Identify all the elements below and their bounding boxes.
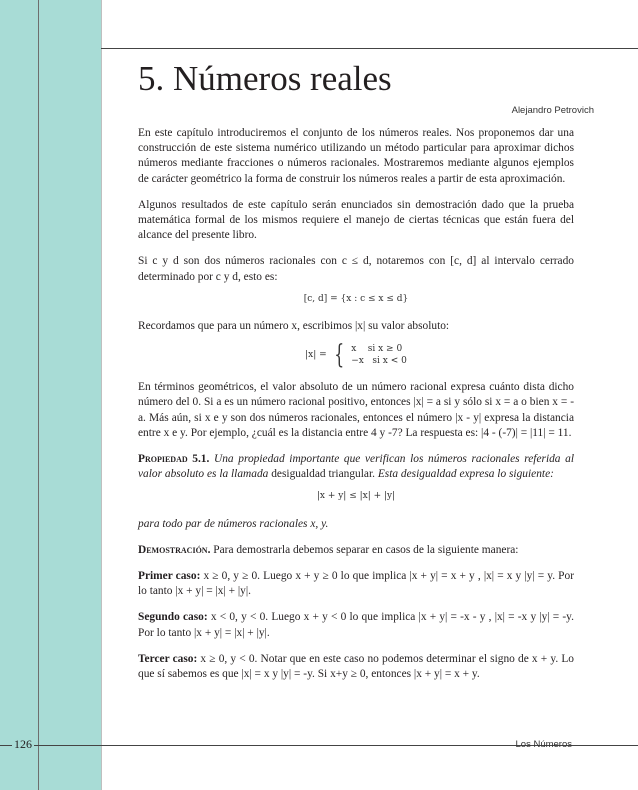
case-3-label: Tercer caso: <box>138 652 198 665</box>
interval-paragraph: Si c y d son dos números racionales con c ≤ d, notaremos con [c, d] al intervalo cerrado determinado por c y d, esto es: <box>138 255 574 283</box>
header-rule <box>101 48 638 49</box>
proof-paragraph <box>138 543 574 558</box>
brace-symbol: { <box>333 340 344 371</box>
abs-case-negative: −x si x < 0 <box>351 356 407 367</box>
footer-section-title: Los Números <box>515 739 572 750</box>
case-2-paragraph <box>138 610 574 640</box>
case-3-paragraph <box>138 652 574 682</box>
intro-paragraph: En este capítulo introduciremos el conjunto de los números reales. Nos proponemos dar una construcción de este sistema numérico utilizando un método particular para aproximar dichos números mediante fracciones o números racionales. Mostraremos mediante algunos ejemplos de carácter geométrico la forma de construir los números reales a partir de esta aproximación. <box>138 127 574 185</box>
abs-lhs: |x| = <box>305 349 327 360</box>
author-name: Alejandro Petrovich <box>511 105 594 116</box>
proof-text: Para demostrarla debemos separar en casos de la siguiente manera: <box>210 543 519 556</box>
for-all-line <box>138 517 574 532</box>
case-1-label: Primer caso: <box>138 570 201 583</box>
page-content <box>138 126 574 693</box>
margin-band <box>0 0 101 790</box>
triangle-inequality-formula: |x + y| ≤ |x| + |y| <box>316 491 396 502</box>
text-column-line <box>101 0 102 790</box>
case-2-text: x < 0, y < 0. Luego x + y < 0 lo que implica |x + y| = -x - y , |x| = -x y |y| = -y. Por lo tanto |x + y| = |x| + |y|. <box>138 611 574 639</box>
abs-intro-paragraph: Recordamos que para un número x, escribimos |x| su valor absoluto: <box>138 320 450 333</box>
property-text-3: Esta desigualdad expresa lo siguiente: <box>374 468 554 481</box>
property-paragraph <box>138 452 574 482</box>
case-1-text: x ≥ 0, y ≥ 0. Luego x + y ≥ 0 lo que implica |x + y| = x + y , |x| = x y |y| = y. Por lo tanto |x + y| = |x| + |y|. <box>138 570 574 598</box>
case-2-label: Segundo caso: <box>138 611 208 624</box>
interval-formula: [c, d] = {x : c ≤ x ≤ d} <box>303 293 409 304</box>
case-3-text: x ≥ 0, y < 0. Notar que en este caso no podemos determinar el signo de x + y. Lo que sí sabemos es que |x| = x y |y| = -y. Si x+y ≥ 0, entonces |x + y| = x + y. <box>138 652 574 681</box>
note-paragraph: Algunos resultados de este capítulo serán enunciados sin demostración dado que la prueba matemática formal de los mismos requiere el manejo de ciertas técnicas que están fuera del alcance del presente libro. <box>138 198 574 242</box>
property-label: Propiedad 5.1. <box>138 453 210 466</box>
geometric-paragraph: En términos geométricos, el valor absoluto de un número racional expresa cuánto dista dicho número del 0. Si a es un número racional positivo, entonces |x| = a si y sólo si x = a o bien x = -a. Más aún, si x e y son dos números racionales, entonces el número |x - y| expresa la distancia entre x e y. Por ejemplo, ¿cuál es la distancia entre 4 y -7? La respuesta es: |4 - (-7)| = |11| = 11. <box>138 381 574 439</box>
proof-label: Demostración. <box>138 543 211 556</box>
property-text-1: Una propiedad importante que verifican los números racionales referida al valor absoluto es la llamada <box>138 453 574 481</box>
abs-cases <box>351 343 407 367</box>
property-text-2: desigualdad triangular. <box>271 468 375 481</box>
margin-guide-line <box>38 0 39 790</box>
abs-case-positive: x si x ≥ 0 <box>351 344 403 355</box>
page-number: 126 <box>14 737 32 751</box>
chapter-title: 5. Números reales <box>138 59 392 98</box>
abs-value-formula <box>138 340 574 371</box>
case-1-paragraph <box>138 569 574 599</box>
for-all-text: para todo par de números racionales x, y. <box>138 517 329 530</box>
